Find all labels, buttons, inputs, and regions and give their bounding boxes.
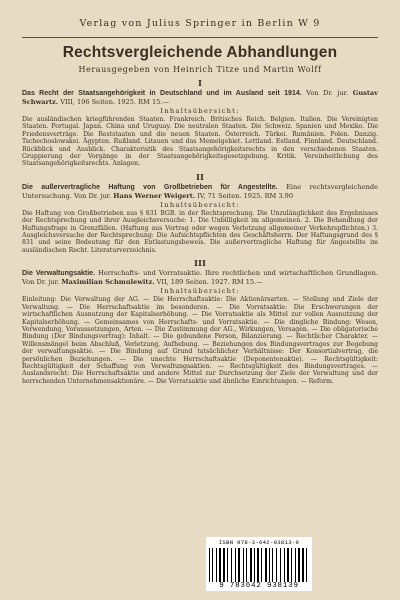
volume-entry [22, 269, 378, 286]
barcode-digits: 9 783642 938139 [219, 582, 299, 590]
volume-details: IV, 71 Seiten. 1925. RM 3.90 [197, 191, 294, 200]
publisher-line: Verlag von Julius Springer in Berlin W 9 [79, 18, 321, 29]
barcode-bar [213, 548, 214, 582]
volume-byline: Von Dr. jur. [306, 89, 349, 97]
barcode-bar [232, 548, 234, 582]
volume-entry [22, 183, 378, 200]
barcode-label [206, 537, 312, 591]
barcode-bar [304, 548, 305, 582]
series-title: Rechtsvergleichende Abhandlungen [62, 44, 338, 61]
barcode-bar [228, 548, 229, 582]
barcode-bar [285, 548, 286, 582]
barcode-bar [255, 548, 256, 582]
barcode-bar [240, 548, 241, 582]
barcode-bar [270, 548, 271, 582]
editors-line: Herausgegeben von Heinrich Titze und Martin Wolff [78, 65, 322, 74]
isbn-text: ISBN 978-3-642-93813-9 [218, 539, 300, 546]
volume-entry [22, 89, 378, 106]
barcode-bar [278, 548, 279, 582]
volume-title: Die außervertragliche Haftung von Großbetrieben für Angestellte. [22, 183, 278, 191]
barcode-bar [289, 548, 290, 582]
volume-byline: Eine rechtsvergleichende Untersuchung. Von Dr. jur. [22, 182, 378, 200]
volume-title: Die Verwaltungsaktie. [22, 270, 95, 278]
barcode-bar [247, 548, 249, 582]
toc-heading: Inhaltsübersicht: [160, 200, 240, 209]
divider [22, 37, 378, 38]
barcode-bar [281, 548, 283, 582]
volume-toc: Einleitung: Die Verwaltung der AG. — Die Herrschaftsaktie: Die Aktionärsarten. — Stellung und Ziele der Verwaltung. — Die Herrschaftsaktie im besonderen. — Die Vorratsaktie: Die Erschwerungen der wirtschaftlichen Ausnutzung der Kapitalserhöhung. — Die Vorratsaktie als Mittel zur vollen Ausnutzung der Kapitalserhöhung. — Gemeinsames von Herrschafts- und Vorratsaktie. — Die dingliche Bindung: Wesen, Verwendung, Voraussetzungen, Arten. — Die Zustimmung der AG., Wirkungen, Versagen. — Die obligatorische Bindung (Der Bindungsvertrag): Inhalt. — Die gebundene Person, Bilanzierung. — Rechtlicher Charakter. — Willensmängel beim Abschluß, Verletzung, Aufhebung. — Beziehungen des Bindungsvertrages zur Begebung der verwaltungsaktie. — Die Bindung auf Grund tatsächlicher Verhältnisse: Der Konsortialvertrag, die persönlichen Beziehungen. — Die unechte Herrschaftsaktie (Deponentenaktie). — Rechtsgültigkeit: Rechtsgültigkeit der Schaffung von Verwaltungsaktien. — Rechtsgültigkeit des Bindungsvertrages. — Auslandsrecht: Die Herrschaftsaktie und andere Mittel zur Durchsetzung der Ziele der Verwaltung und der herrschenden Unternehmensaktionäre. — Die Vorratsaktie und ähnliche Einrichtungen. — Reform. [22, 296, 378, 385]
toc-heading: Inhaltsübersicht: [160, 107, 240, 115]
barcode-bars [209, 548, 309, 582]
barcode-bar [222, 548, 223, 582]
barcode-bar [300, 548, 301, 582]
barcode-bar [273, 548, 274, 582]
barcode-bar [225, 548, 226, 582]
barcode-bar [237, 548, 238, 582]
volume-numeral: II [196, 172, 204, 183]
volume-numeral: I [198, 79, 202, 89]
barcode-bar [296, 548, 297, 582]
barcode-bar [217, 548, 218, 582]
barcode-bar [267, 548, 268, 582]
volume-author: Maximilian Schmulewitz. [61, 278, 155, 287]
volume-toc: Die ausländischen kriegführenden Staaten. Frankreich. Britisches Reich. Belgien. Italien. Die Vereinigten Staaten. Portugal. Japan. China und Uruguay. Die neutralen Staaten. Die Schweiz. Spanien und Mexiko. Die Friedensverträge. Die Reststaaten und die neuen Staaten. Österreich. Türkei. Rumänien. Polen. Danzig. Tschechoslowakei. Ägypten. Rußland. Litauen und das Memelgebiet. Lettland. Estland. Finnland. Deutschland. Rückblick und Ausblick. Charakteristik des Staatsangehörigkeitsrechts in den verschiedenen Staaten. Gruppierung der Vorgänge in der Staatsangehörigkeitsgesetzgebung. Kritik. Vereinheitlichung des Staatsangehörigkeitsrechts. Anlagen. [22, 116, 378, 168]
volume-author: Hans Werner Weigert. [113, 191, 196, 200]
volume-byline: Herrschafts- und Vorratsaktie. Ihre rechtlichen und wirtschaftlichen Grundlagen. Von Dr. jur. [22, 269, 378, 287]
volume-3 [22, 259, 378, 385]
barcode-bar [292, 548, 293, 582]
barcode-bar [307, 548, 308, 582]
barcode-bar [262, 548, 263, 582]
volume-numeral: III [194, 259, 206, 270]
volume-details: VII, 189 Seiten. 1927. RM 15.— [156, 278, 263, 287]
barcode-bar [244, 548, 245, 582]
volume-title: Das Recht der Staatsangehörigkeit in Deutschland und im Ausland seit 1914. [22, 90, 302, 97]
volume-2 [22, 173, 378, 254]
volume-1 [22, 79, 378, 168]
barcode-bar [259, 548, 260, 582]
volume-author: Gustav Schwartz. [22, 89, 378, 106]
barcode-bar [252, 548, 253, 582]
barcode-bar [210, 548, 211, 582]
volume-toc: Die Haftung von Großbetrieben aus § 831 BGB. in der Rechtsprechung. Die Unzulänglichkeit des Ergebnisses der Rechtsprechung und ihrer Ausgleichsversuche: 1. Die Unbilligkeit im allgemeinen. 2. Die Behandlung der Haftungsfrage in Grenzfällen. (Haftung aus Vertrag oder wegen Verletzung allgemeiner Verkehrspflichten.) 3. Ausgleichsversuche der Rechtsprechung: Die Aufsichtspflichten des Geschäftsherrn. Der Haftungsgrund des § 831 und seine Bedeutung für den Entlastungsbeweis. Die außervertragliche Haftung für Angestellte im ausländischen Recht. Literaturverzeichnis. [22, 209, 378, 254]
volume-details: VIII, 196 Seiten. 1925. RM 15.— [60, 98, 170, 106]
toc-heading: Inhaltsübersicht: [160, 287, 240, 296]
